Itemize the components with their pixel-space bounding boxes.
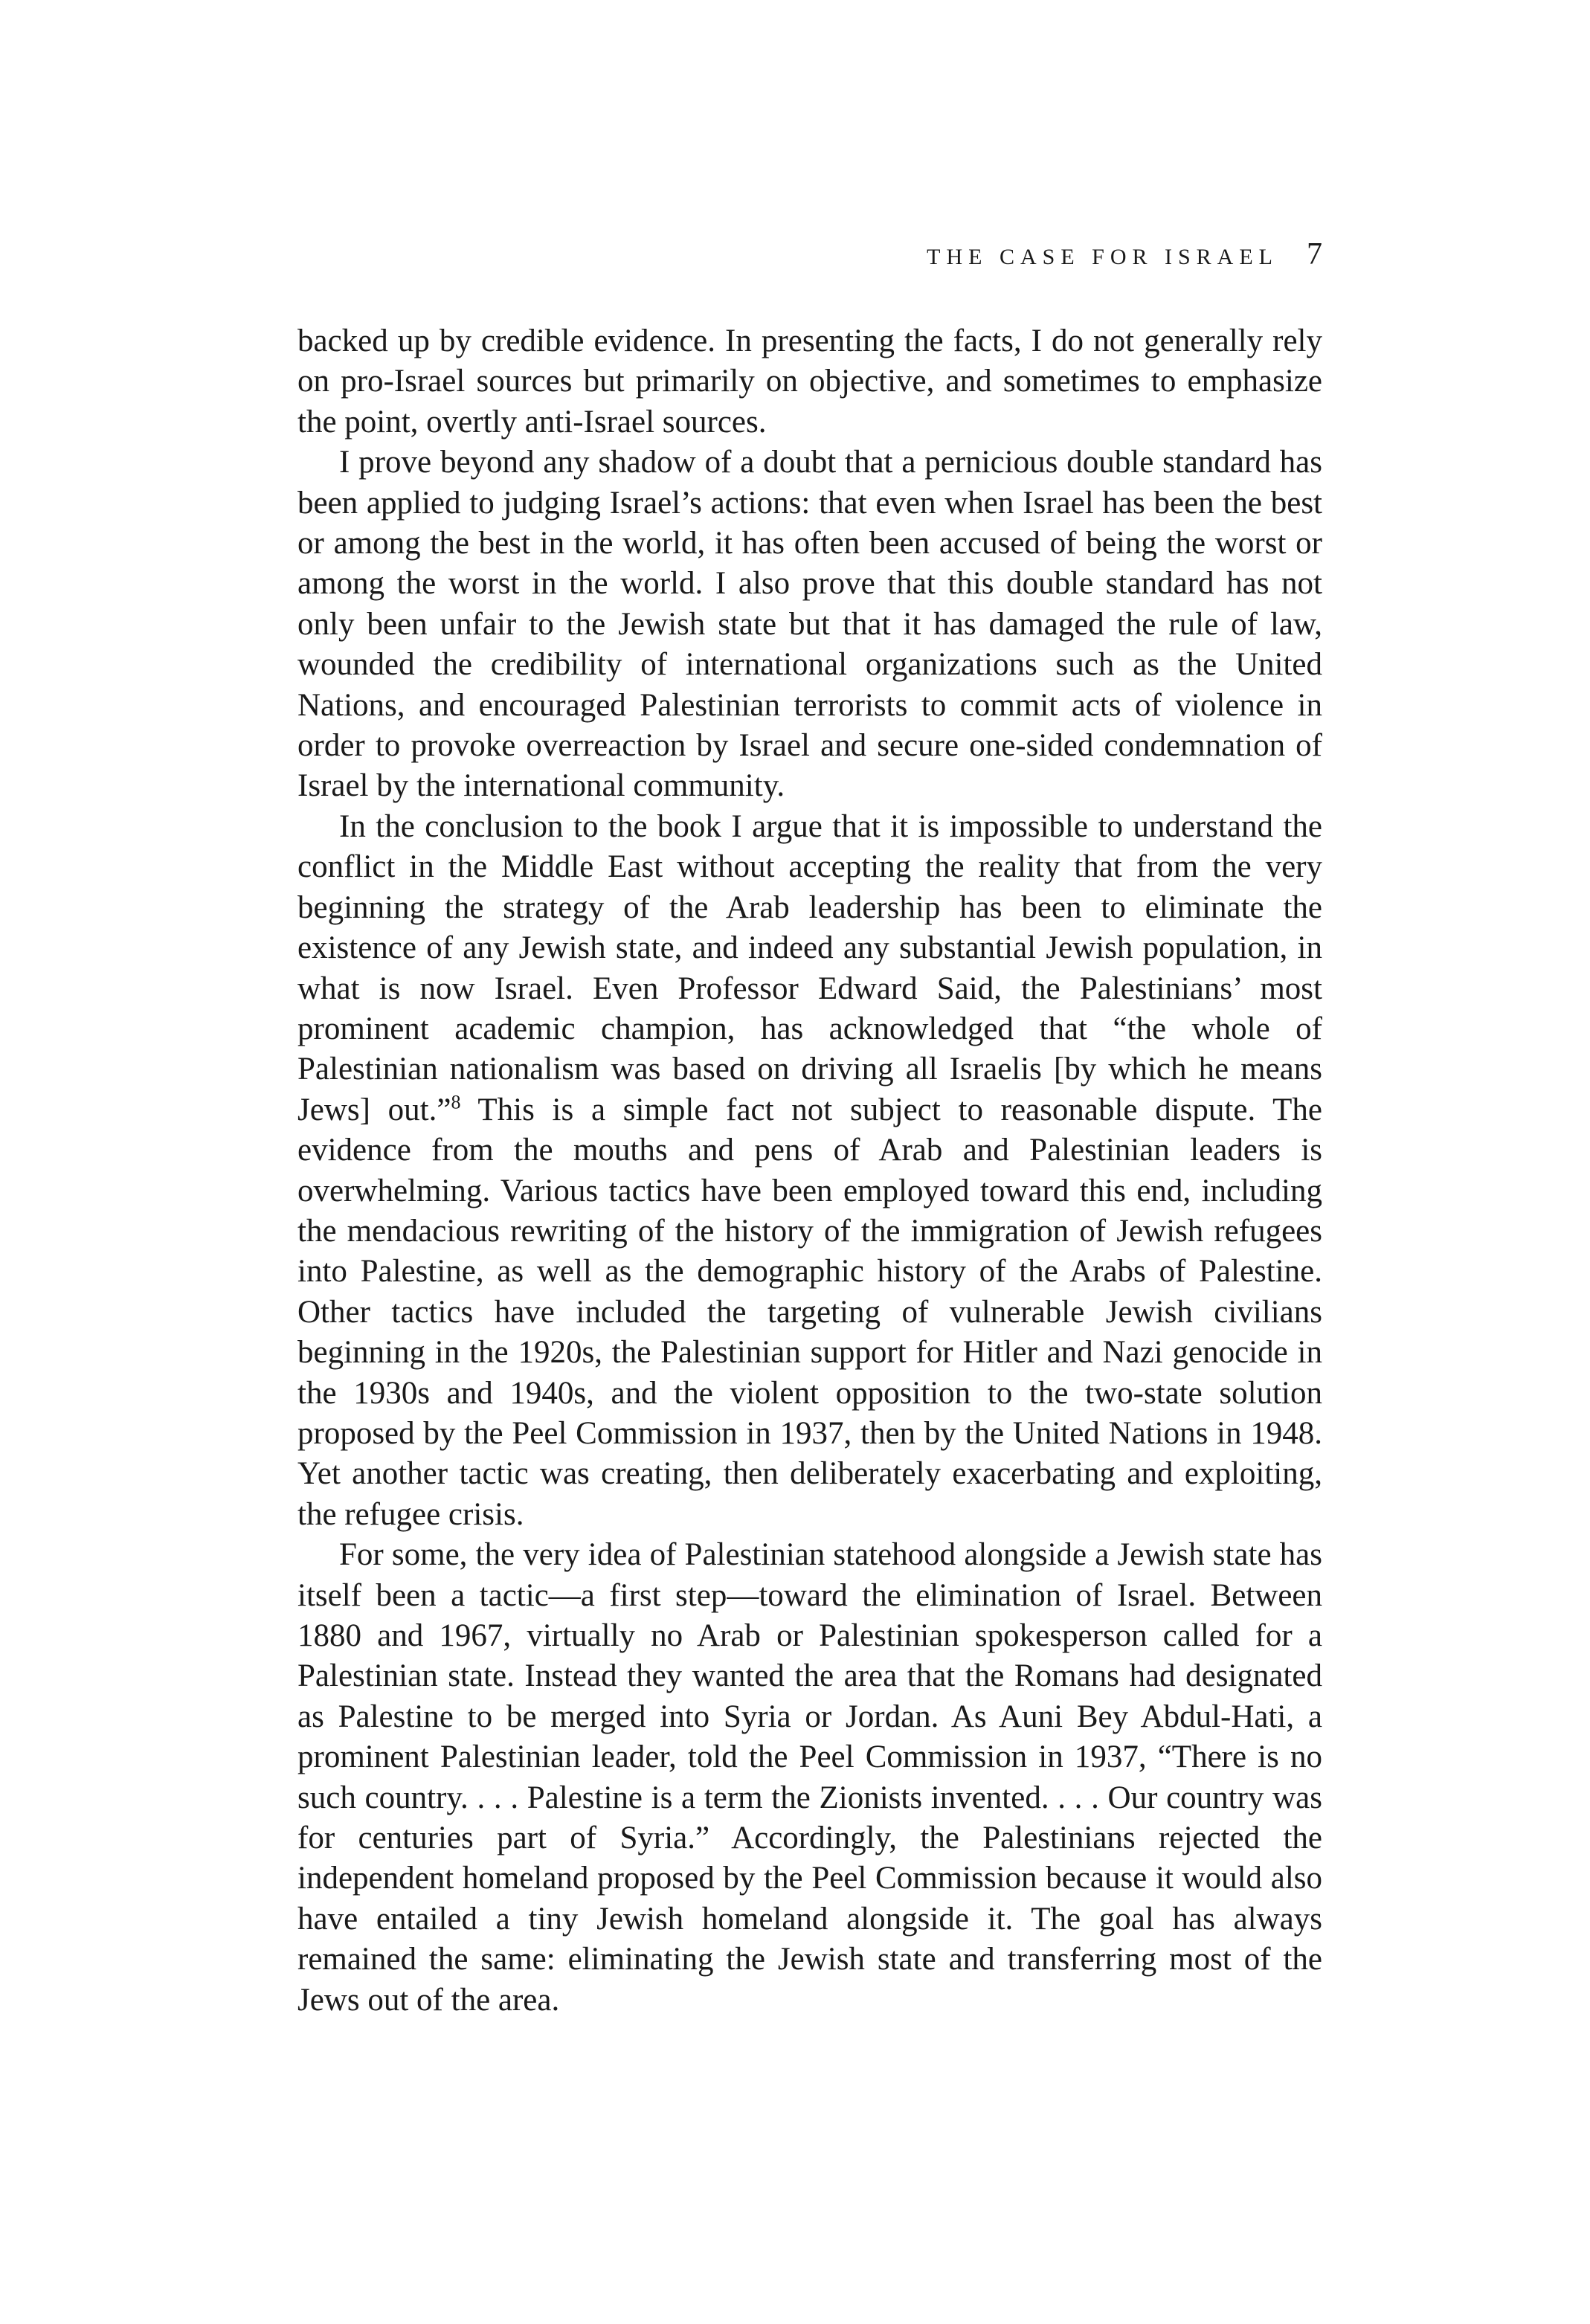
running-title: THE CASE FOR ISRAEL	[927, 245, 1278, 269]
paragraph-1: backed up by credible evidence. In presenting the facts, I do not generally rely on pro-Israel sources but primarily on objective, and sometimes to emphasize the point, overtly anti-Israel sources.	[297, 324, 1322, 440]
footnote-reference: 8	[451, 1091, 461, 1113]
paragraph-4: For some, the very idea of Palestinian statehood alongside a Jewish state has itself been a tactic—a first step—toward the elimination of Israel. Between 1880 and 1967, virtually no Arab or Palestinian spokesperson called for a Palestinian state. Instead they wanted the area that the Romans had designated as Palestine to be merged into Syria or Jordan. As Auni Bey Abdul-Hati, a prominent Palestinian leader, told the Peel Commission in 1937, “There is no such country. . . . Palestine is a term the Zionists invented. . . . Our country was for centuries part of Syria.” Accordingly, the Palestinians rejected the independent homeland proposed by the Peel Commission because it would also have entailed a tiny Jewish homeland alongside it. The goal has always remained the same: eliminating the Jewish state and transferring most of the Jews out of the area.	[297, 1537, 1322, 2018]
running-head	[297, 236, 1322, 274]
paragraph-2: I prove beyond any shadow of a doubt that a pernicious double standard has been applied to judging Israel’s actions: that even when Israel has been the best or among the best in the world, it has often been accused of being the worst or among the worst in the world. I also prove that this double standard has not only been unfair to the Jewish state but that it has damaged the rule of law, wounded the credibility of international organizations such as the United Nations, and encouraged Palestinian terrorists to commit acts of violence in order to provoke overreaction by Israel and secure one-sided condemnation of Israel by the international community.	[297, 445, 1322, 804]
paragraph-3-text-before-note: In the conclusion to the book I argue that it is impossible to understand the conflict in the Middle East without accepting the reality that from the very beginning the strategy of the Arab leadership has been to eliminate the existence of any Jewish state, and indeed any substantial Jewish population, in what is now Israel. Even Professor Edward Said, the Palestinians’ most prominent academic champion, has acknowledged that “the whole of Palestinian nationalism was based on driving all Israelis [by which he means Jews] out.”	[297, 808, 1322, 1127]
paragraph-3-text-after-note: This is a simple fact not subject to reasonable dispute. The evidence from the mouths and pens of Arab and Palestinian leaders is overwhelming. Various tactics have been employed toward this end, including the mendacious rewriting of the history of the immigration of Jewish refugees into Palestine, as well as the demographic history of the Arabs of Palestine. Other tactics have included the targeting of vulnerable Jewish civilians beginning in the 1920s, the Palestinian support for Hitler and Nazi genocide in the 1930s and 1940s, and the violent opposition to the two-state solution proposed by the Peel Commission in 1937, then by the United Nations in 1948. Yet another tactic was creating, then deliberately exacerbating and exploiting, the refugee crisis.	[297, 1092, 1322, 1532]
body-text	[297, 321, 1322, 2021]
page-number: 7	[1307, 237, 1322, 271]
paragraph-3	[297, 807, 1322, 1535]
